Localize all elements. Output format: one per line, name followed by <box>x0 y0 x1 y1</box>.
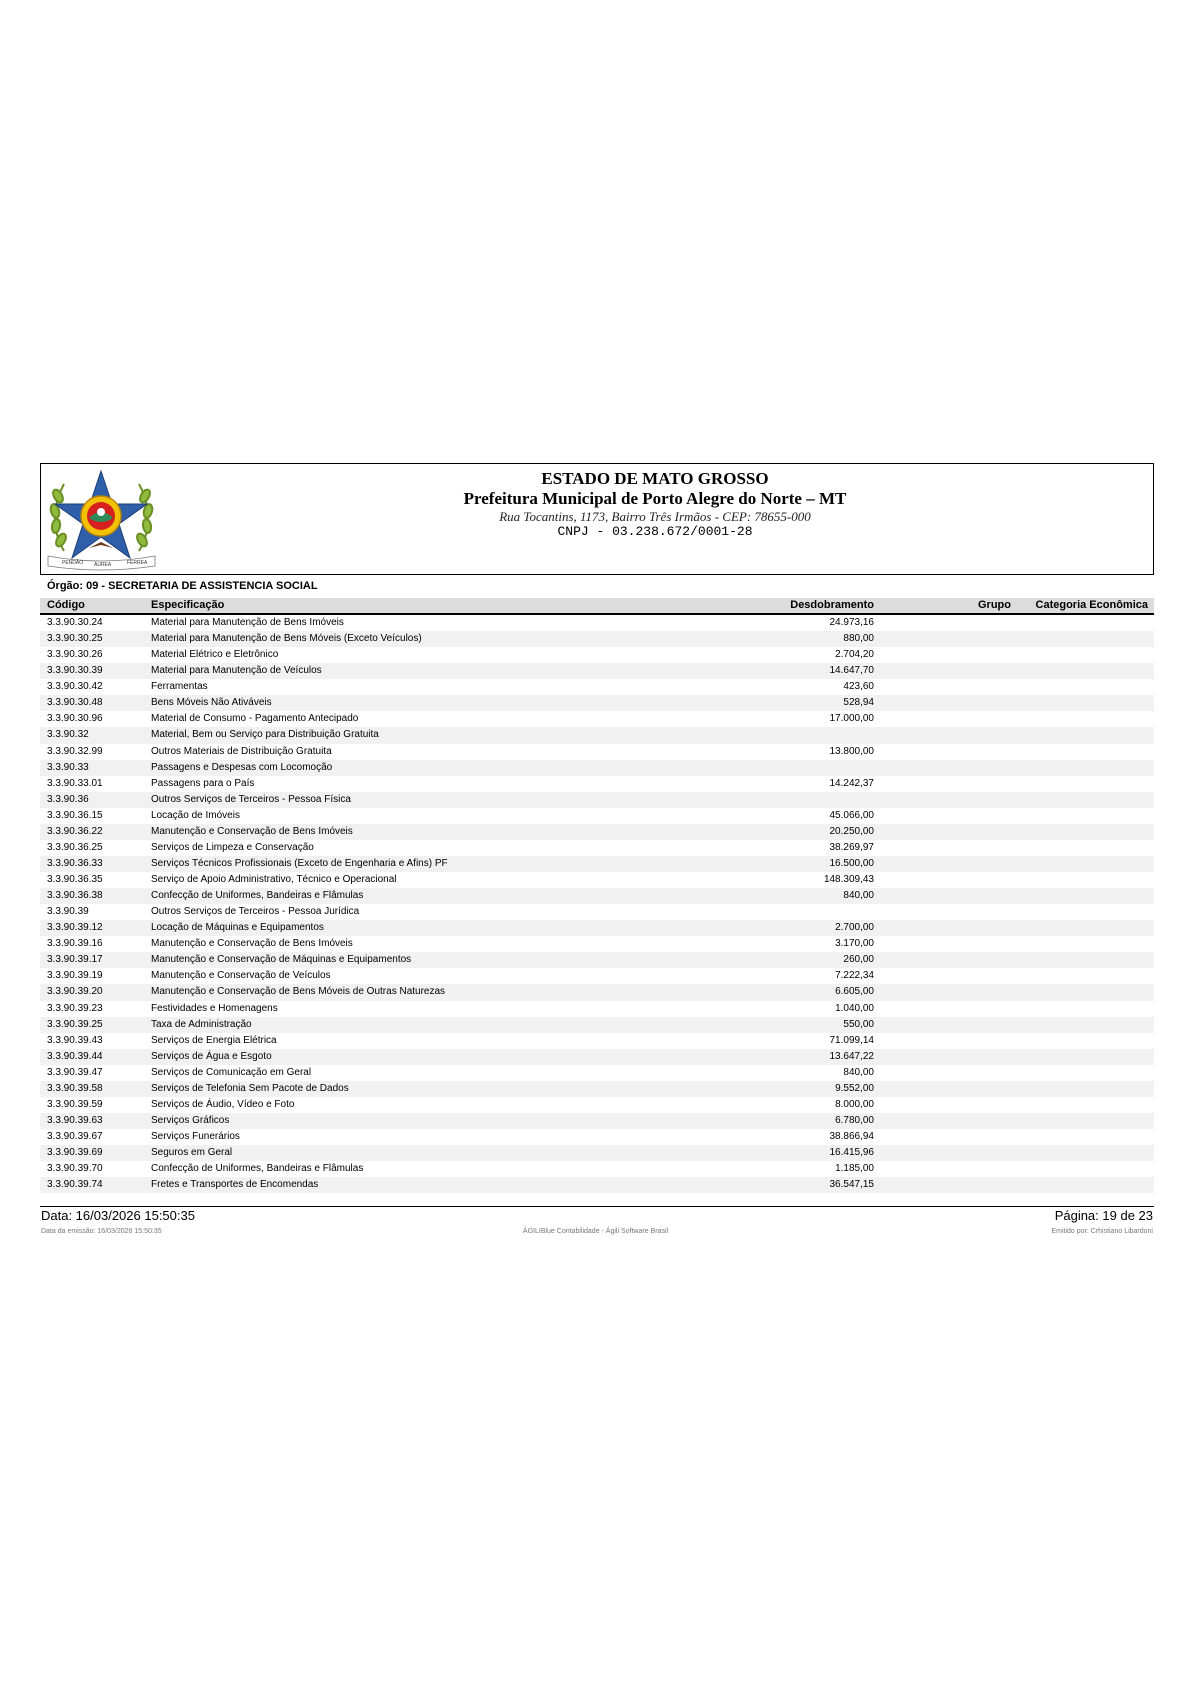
footer-date: Data: 16/03/2026 15:50:35 <box>41 1208 195 1223</box>
row-desdobramento: 71.099,14 <box>829 1034 874 1046</box>
footer-software: ÁGILIBlue Contabilidade - Ágili Software Brasil <box>522 1228 669 1235</box>
row-codigo: 3.3.90.36.25 <box>47 841 103 853</box>
row-codigo: 3.3.90.39.47 <box>47 1066 103 1078</box>
table-row <box>40 888 1154 904</box>
row-codigo: 3.3.90.36.22 <box>47 825 103 837</box>
row-desdobramento: 24.973,16 <box>829 617 874 628</box>
row-codigo: 3.3.90.39.74 <box>47 1179 103 1191</box>
row-codigo: 3.3.90.39.67 <box>47 1131 103 1142</box>
row-desdobramento: 148.309,43 <box>823 874 874 885</box>
row-codigo: 3.3.90.39.16 <box>47 938 103 950</box>
row-especificacao: Serviços Técnicos Profissionais (Exceto de Engenharia e Afins) PF <box>151 857 448 869</box>
row-desdobramento: 2.704,20 <box>835 649 874 661</box>
col-header-grupo: Grupo <box>978 599 1011 611</box>
table-body <box>40 615 1154 1193</box>
row-desdobramento: 14.647,70 <box>829 665 874 677</box>
row-codigo: 3.3.90.36.38 <box>47 890 103 902</box>
table-row <box>40 840 1154 856</box>
row-desdobramento: 14.242,37 <box>829 777 874 789</box>
table-row <box>40 776 1154 792</box>
row-desdobramento: 45.066,00 <box>829 809 874 821</box>
orgao-title: Órgão: 09 - SECRETARIA DE ASSISTENCIA SOCIAL <box>47 580 318 592</box>
row-codigo: 3.3.90.30.25 <box>47 633 103 645</box>
seal-ribbon-text-1: PENDÃO <box>62 560 84 566</box>
row-desdobramento: 8.000,00 <box>835 1098 874 1110</box>
row-codigo: 3.3.90.36.35 <box>47 874 103 885</box>
row-especificacao: Material para Manutenção de Veículos <box>151 665 322 677</box>
row-desdobramento: 6.605,00 <box>835 986 874 998</box>
row-codigo: 3.3.90.33 <box>47 761 89 773</box>
row-especificacao: Serviços Gráficos <box>151 1114 230 1126</box>
col-header-categoria: Categoria Econômica <box>1035 599 1148 611</box>
table-row <box>40 1049 1154 1065</box>
row-codigo: 3.3.90.39.44 <box>47 1050 103 1062</box>
row-especificacao: Serviços de Água e Esgoto <box>151 1050 272 1062</box>
row-desdobramento: 38.269,97 <box>829 841 874 853</box>
row-especificacao: Manutenção e Conservação de Bens Imóveis <box>151 825 353 837</box>
row-desdobramento: 38.866,94 <box>829 1131 874 1142</box>
row-especificacao: Serviço de Apoio Administrativo, Técnico e Operacional <box>151 874 397 885</box>
table-row <box>40 792 1154 808</box>
footer-page-number: Página: 19 de 23 <box>1054 1208 1153 1223</box>
row-especificacao: Serviços de Áudio, Vídeo e Foto <box>151 1098 295 1110</box>
row-codigo: 3.3.90.32 <box>47 729 89 741</box>
row-desdobramento: 1.040,00 <box>835 1002 874 1014</box>
row-desdobramento: 840,00 <box>843 1066 874 1078</box>
row-especificacao: Seguros em Geral <box>151 1147 233 1159</box>
table-row <box>40 1033 1154 1049</box>
row-codigo: 3.3.90.39.59 <box>47 1098 103 1110</box>
row-especificacao: Serviços Funerários <box>151 1131 240 1142</box>
row-desdobramento: 880,00 <box>843 633 874 645</box>
row-especificacao: Festividades e Homenagens <box>151 1002 278 1014</box>
table-row <box>40 1145 1154 1161</box>
row-desdobramento: 550,00 <box>843 1018 874 1030</box>
row-especificacao: Serviços de Energia Elétrica <box>151 1034 277 1046</box>
row-codigo: 3.3.90.39.43 <box>47 1034 103 1046</box>
row-especificacao: Manutenção e Conservação de Bens Imóveis <box>151 938 353 950</box>
table-row <box>40 744 1154 760</box>
row-desdobramento: 17.000,00 <box>829 713 874 725</box>
table-row <box>40 760 1154 776</box>
row-especificacao: Manutenção e Conservação de Bens Móveis de Outras Naturezas <box>151 986 446 998</box>
row-desdobramento: 423,60 <box>843 681 874 693</box>
row-codigo: 3.3.90.36.33 <box>47 857 103 869</box>
row-desdobramento: 7.222,34 <box>835 970 874 982</box>
table-row <box>40 904 1154 920</box>
table-row <box>40 1081 1154 1097</box>
row-codigo: 3.3.90.39.12 <box>47 922 103 934</box>
row-codigo: 3.3.90.39.25 <box>47 1018 103 1030</box>
row-codigo: 3.3.90.39.23 <box>47 1002 103 1014</box>
row-codigo: 3.3.90.30.48 <box>47 697 103 709</box>
row-codigo: 3.3.90.39.20 <box>47 986 103 998</box>
row-desdobramento: 9.552,00 <box>835 1082 874 1094</box>
row-desdobramento: 840,00 <box>843 890 874 902</box>
row-desdobramento: 6.780,00 <box>835 1114 874 1126</box>
row-desdobramento: 2.700,00 <box>835 922 874 934</box>
table-row <box>40 952 1154 968</box>
col-header-desdobramento: Desdobramento <box>790 599 874 611</box>
table-row <box>40 1017 1154 1033</box>
row-especificacao: Material para Manutenção de Bens Móveis (Exceto Veículos) <box>151 633 422 645</box>
row-especificacao: Manutenção e Conservação de Máquinas e Equipamentos <box>151 954 412 966</box>
row-desdobramento: 13.800,00 <box>829 745 874 757</box>
table-row <box>40 936 1154 952</box>
row-codigo: 3.3.90.33.01 <box>47 777 103 789</box>
row-codigo: 3.3.90.39.17 <box>47 954 103 966</box>
municipal-seal-icon <box>44 466 159 571</box>
table-row <box>40 968 1154 984</box>
row-codigo: 3.3.90.39.69 <box>47 1147 103 1159</box>
col-header-codigo: Código <box>47 599 85 611</box>
table-row <box>40 1129 1154 1145</box>
table-row <box>40 631 1154 647</box>
table-row <box>40 824 1154 840</box>
row-especificacao: Material de Consumo - Pagamento Antecipado <box>151 713 359 725</box>
row-desdobramento: 16.500,00 <box>829 857 874 869</box>
row-especificacao: Serviços de Telefonia Sem Pacote de Dados <box>151 1082 349 1094</box>
table-header <box>40 598 1154 615</box>
row-desdobramento: 13.647,22 <box>829 1050 874 1062</box>
row-desdobramento: 260,00 <box>843 954 874 966</box>
seal-ribbon-text-3: FERREA <box>127 560 148 566</box>
row-especificacao: Serviços de Limpeza e Conservação <box>151 841 314 853</box>
row-especificacao: Taxa de Administração <box>151 1018 252 1030</box>
table-row <box>40 615 1154 631</box>
row-especificacao: Passagens e Despesas com Locomoção <box>151 761 333 773</box>
table-row <box>40 1065 1154 1081</box>
table-row <box>40 1161 1154 1177</box>
row-codigo: 3.3.90.32.99 <box>47 745 103 757</box>
table-row <box>40 647 1154 663</box>
table-row <box>40 679 1154 695</box>
row-desdobramento: 3.170,00 <box>835 938 874 950</box>
footer-issued-by: Emitido por: Crhistiano Libardoni <box>1051 1228 1153 1235</box>
row-codigo: 3.3.90.39.63 <box>47 1114 103 1126</box>
table-row <box>40 920 1154 936</box>
row-especificacao: Material, Bem ou Serviço para Distribuição Gratuita <box>151 729 379 741</box>
table-row <box>40 1177 1154 1193</box>
table-row <box>40 711 1154 727</box>
row-especificacao: Locação de Máquinas e Equipamentos <box>151 922 324 934</box>
row-especificacao: Material Elétrico e Eletrônico <box>151 649 279 661</box>
row-especificacao: Outros Materiais de Distribuição Gratuita <box>151 745 332 757</box>
row-codigo: 3.3.90.30.39 <box>47 665 103 677</box>
row-codigo: 3.3.90.39.19 <box>47 970 103 982</box>
row-especificacao: Locação de Imóveis <box>151 809 240 821</box>
row-especificacao: Material para Manutenção de Bens Imóveis <box>151 617 344 628</box>
col-header-especificacao: Especificação <box>151 599 225 611</box>
header-prefeitura: Prefeitura Municipal de Porto Alegre do Norte – MT <box>463 489 847 508</box>
row-especificacao: Passagens para o País <box>151 777 255 789</box>
row-codigo: 3.3.90.36 <box>47 793 89 805</box>
row-especificacao: Bens Móveis Não Ativáveis <box>151 697 272 709</box>
row-especificacao: Confecção de Uniformes, Bandeiras e Flâmulas <box>151 1163 364 1175</box>
header-state: ESTADO DE MATO GROSSO <box>541 469 769 488</box>
row-desdobramento: 1.185,00 <box>835 1163 874 1175</box>
header-address: Rua Tocantins, 1173, Bairro Três Irmãos - CEP: 78655-000 <box>499 509 811 524</box>
table-row <box>40 695 1154 711</box>
table-row <box>40 808 1154 824</box>
seal-ribbon-text-2: ÁUREA <box>94 562 112 568</box>
row-codigo: 3.3.90.39.70 <box>47 1163 103 1175</box>
row-codigo: 3.3.90.30.96 <box>47 713 103 725</box>
table-row <box>40 872 1154 888</box>
table-row <box>40 1001 1154 1017</box>
row-codigo: 3.3.90.39.58 <box>47 1082 103 1094</box>
row-especificacao: Confecção de Uniformes, Bandeiras e Flâmulas <box>151 890 364 902</box>
row-codigo: 3.3.90.30.26 <box>47 649 103 661</box>
row-codigo: 3.3.90.36.15 <box>47 809 103 821</box>
row-especificacao: Outros Serviços de Terceiros - Pessoa Jurídica <box>151 906 360 918</box>
row-desdobramento: 20.250,00 <box>829 825 874 837</box>
row-desdobramento: 16.415,96 <box>829 1147 874 1159</box>
table-row <box>40 663 1154 679</box>
table-row <box>40 727 1154 743</box>
row-codigo: 3.3.90.30.42 <box>47 681 103 693</box>
row-especificacao: Fretes e Transportes de Encomendas <box>151 1179 319 1191</box>
table-row <box>40 1113 1154 1129</box>
row-codigo: 3.3.90.30.24 <box>47 617 103 628</box>
row-desdobramento: 528,94 <box>843 697 874 709</box>
row-especificacao: Outros Serviços de Terceiros - Pessoa Física <box>151 793 351 805</box>
table-row <box>40 984 1154 1000</box>
header-cnpj: CNPJ - 03.238.672/0001-28 <box>557 524 753 539</box>
row-especificacao: Manutenção e Conservação de Veículos <box>151 970 331 982</box>
footer-emission-date: Data da emissão: 16/03/2026 15:50:35 <box>41 1228 162 1235</box>
row-desdobramento: 36.547,15 <box>829 1179 874 1191</box>
row-especificacao: Ferramentas <box>151 681 208 693</box>
footer-divider <box>40 1206 1154 1207</box>
table-row <box>40 1097 1154 1113</box>
row-codigo: 3.3.90.39 <box>47 906 89 918</box>
table-row <box>40 856 1154 872</box>
row-especificacao: Serviços de Comunicação em Geral <box>151 1066 312 1078</box>
